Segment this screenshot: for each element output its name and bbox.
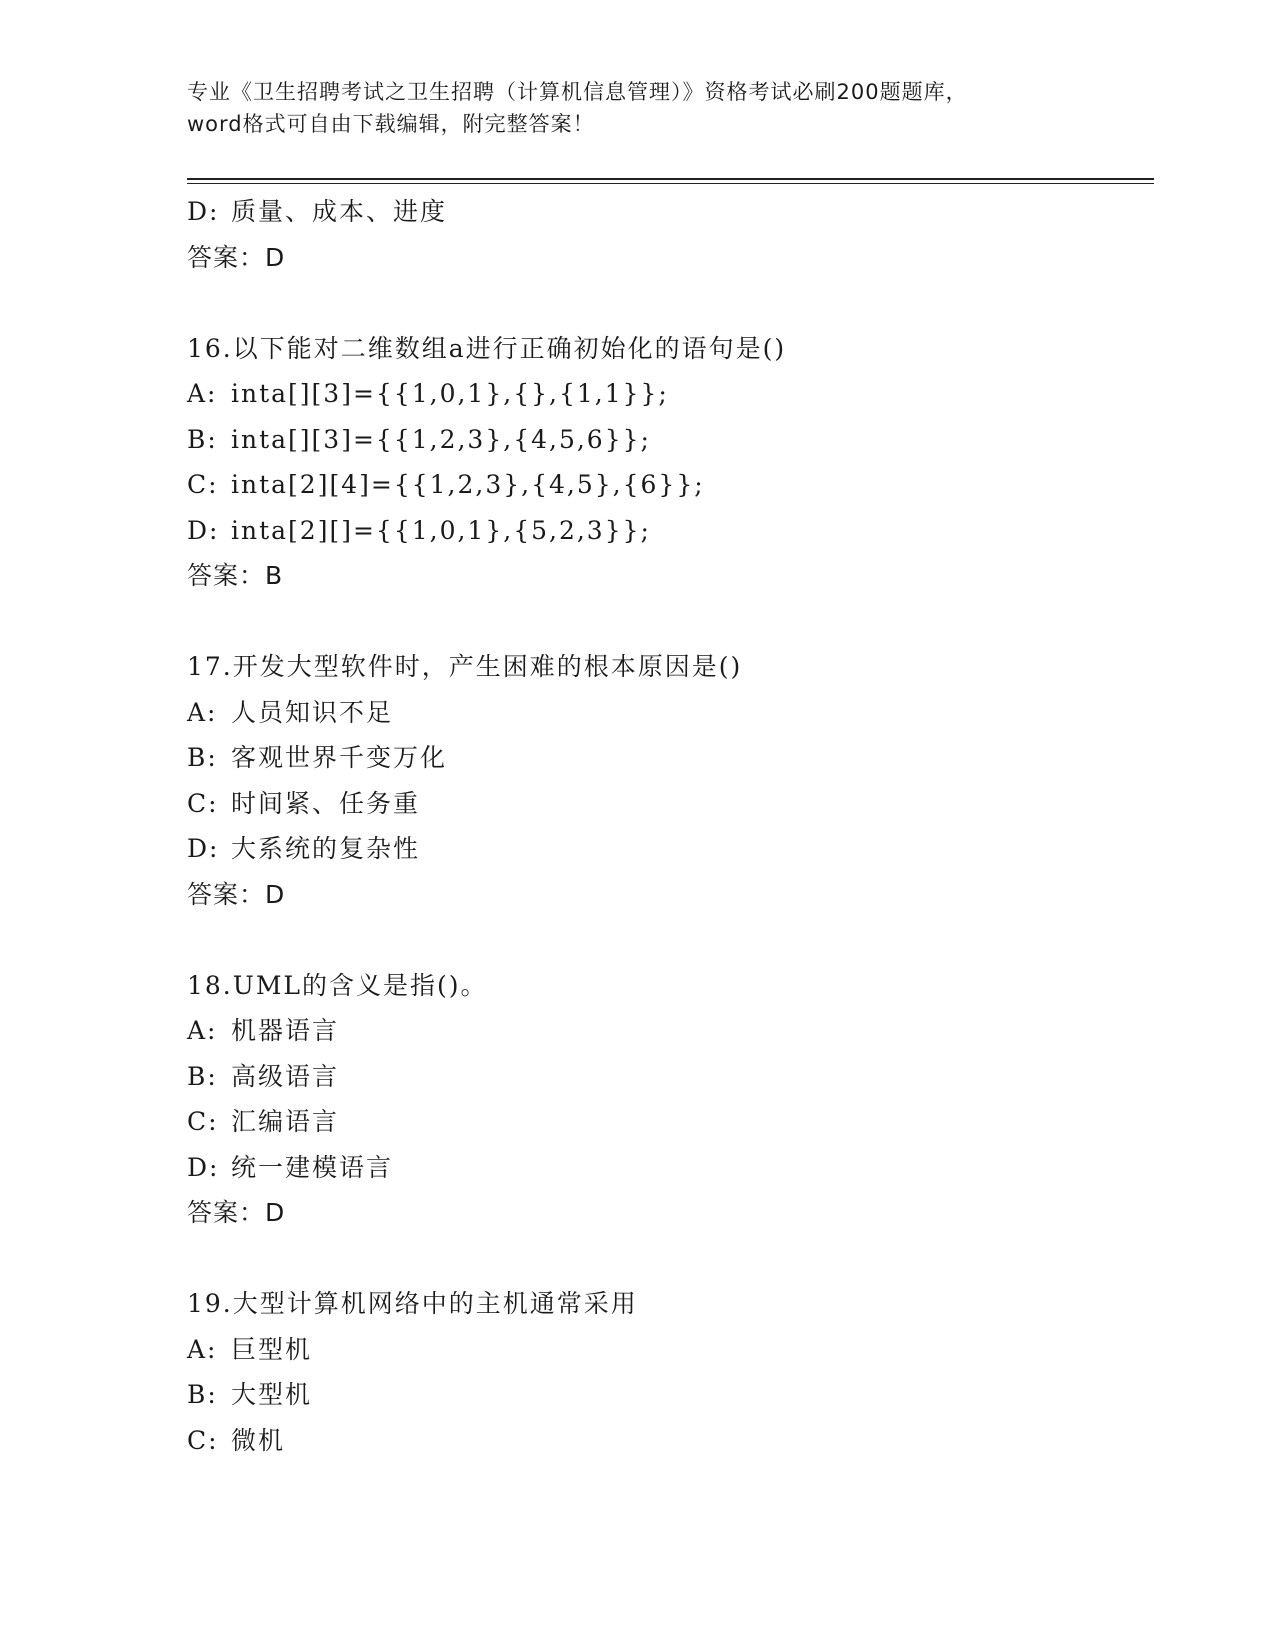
option-a — [187, 1327, 1147, 1373]
option-text: 大型机 — [231, 1380, 313, 1409]
option-text: 高级语言 — [231, 1061, 340, 1091]
option-label: B: — [187, 424, 218, 454]
option-label: D: — [187, 1152, 220, 1182]
option-b — [187, 1372, 1147, 1418]
option-b — [187, 735, 1147, 781]
option-c — [187, 462, 1147, 508]
option-text: 质量、成本、进度 — [231, 197, 448, 226]
header-title-line-1: 专业《卫生招聘考试之卫生招聘（计算机信息管理）》资格考试必刷200题题库， — [187, 80, 968, 104]
question-17 — [187, 644, 1147, 917]
option-label: C: — [187, 1425, 219, 1455]
option-text: 客观世界千变万化 — [231, 743, 448, 772]
option-label: A: — [187, 379, 218, 408]
question-title: 19.大型计算机网络中的主机通常采用 — [187, 1289, 638, 1318]
answer-line: 答案：D — [187, 242, 286, 272]
option-text: inta[2][4]={{1,2,3},{4,5},{6}}; — [231, 470, 705, 499]
option-a — [187, 371, 1147, 417]
option-label: D: — [187, 197, 220, 226]
option-b — [187, 417, 1147, 463]
option-text: 微机 — [231, 1425, 286, 1455]
question-16 — [187, 326, 1147, 599]
option-text: 统一建模语言 — [231, 1152, 394, 1182]
option-text: 大系统的复杂性 — [231, 834, 421, 863]
answer-line: 答案：D — [187, 879, 286, 909]
question-title: 16.以下能对二维数组a进行正确初始化的语句是() — [187, 333, 787, 363]
option-label: A: — [187, 1334, 218, 1364]
option-d — [187, 826, 1147, 872]
option-label: D: — [187, 515, 220, 545]
option-c — [187, 1099, 1147, 1145]
header-divider-thick — [187, 178, 1154, 180]
option-text: 人员知识不足 — [231, 697, 394, 727]
option-text: 机器语言 — [231, 1016, 340, 1045]
option-d — [187, 189, 1147, 235]
question-19 — [187, 1281, 1147, 1463]
option-label: C: — [187, 1107, 219, 1136]
option-text: 巨型机 — [231, 1334, 313, 1364]
document-header — [187, 76, 1087, 140]
option-text: inta[2][]={{1,0,1},{5,2,3}}; — [231, 515, 651, 545]
option-label: B: — [187, 1380, 218, 1409]
answer-line: 答案：B — [187, 561, 284, 590]
spacer — [187, 917, 1147, 963]
option-label: B: — [187, 1061, 218, 1091]
option-b — [187, 1054, 1147, 1100]
header-divider-thin — [187, 183, 1154, 184]
answer-line: 答案：D — [187, 1198, 286, 1227]
option-d — [187, 508, 1147, 554]
option-label: A: — [187, 1016, 218, 1045]
option-text: inta[][3]={{1,0,1},{},{1,1}}; — [231, 379, 669, 408]
spacer — [187, 1236, 1147, 1282]
question-list — [187, 189, 1147, 1463]
question-title: 18.UML的含义是指()。 — [187, 970, 488, 1000]
option-text: 汇编语言 — [231, 1107, 340, 1136]
option-text: inta[][3]={{1,2,3},{4,5,6}}; — [231, 424, 651, 454]
option-c — [187, 781, 1147, 827]
question-15-continuation — [187, 189, 1147, 280]
option-label: A: — [187, 697, 218, 727]
option-c — [187, 1418, 1147, 1464]
option-a — [187, 1008, 1147, 1054]
question-title: 17.开发大型软件时，产生困难的根本原因是() — [187, 652, 743, 681]
option-label: C: — [187, 470, 219, 499]
option-d — [187, 1145, 1147, 1191]
option-text: 时间紧、任务重 — [231, 788, 421, 818]
option-label: D: — [187, 834, 220, 863]
option-label: C: — [187, 788, 219, 818]
option-label: B: — [187, 743, 218, 772]
spacer — [187, 280, 1147, 326]
spacer — [187, 599, 1147, 645]
option-a — [187, 690, 1147, 736]
header-title-line-2: word格式可自由下载编辑，附完整答案！ — [187, 112, 595, 136]
question-18 — [187, 963, 1147, 1236]
